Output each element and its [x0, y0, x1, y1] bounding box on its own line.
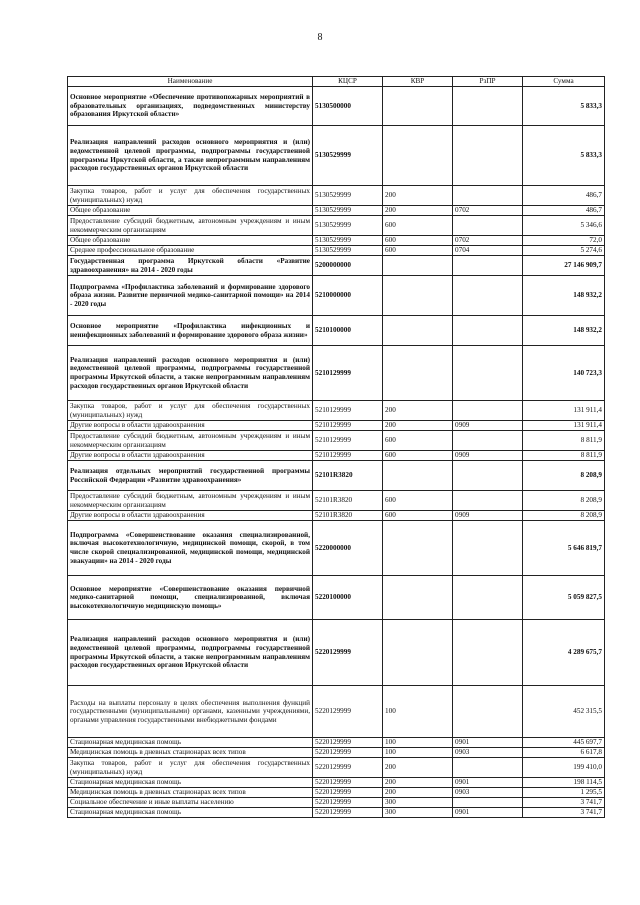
cell-kcsr: 5220129999: [313, 686, 383, 738]
cell-rzpr: [453, 798, 523, 808]
cell-kvr: [383, 521, 453, 576]
cell-name: Социальное обеспечение и иные выплаты населению: [68, 798, 313, 808]
cell-sum: 5 346,6: [523, 216, 605, 236]
cell-sum: 8 811,9: [523, 431, 605, 451]
cell-sum: 8 208,9: [523, 511, 605, 521]
cell-kvr: 600: [383, 491, 453, 511]
table-row: [68, 511, 605, 521]
cell-rzpr: [453, 401, 523, 421]
cell-sum: 486,7: [523, 206, 605, 216]
cell-kcsr: 5130529999: [313, 246, 383, 256]
cell-rzpr: 0909: [453, 511, 523, 521]
cell-kvr: 600: [383, 431, 453, 451]
cell-name: Закупка товаров, работ и услуг для обеспечения государственных (муниципальных) нужд: [68, 186, 313, 206]
cell-kcsr: 5210129999: [313, 451, 383, 461]
cell-rzpr: [453, 686, 523, 738]
cell-rzpr: 0704: [453, 246, 523, 256]
cell-kcsr: 5130529999: [313, 216, 383, 236]
cell-name: Закупка товаров, работ и услуг для обеспечения государственных (муниципальных) нужд: [68, 758, 313, 778]
cell-kvr: [383, 461, 453, 491]
budget-table: [67, 76, 605, 818]
cell-rzpr: 0901: [453, 808, 523, 818]
cell-sum: 3 741,7: [523, 808, 605, 818]
cell-name: Общее образование: [68, 236, 313, 246]
cell-rzpr: [453, 256, 523, 276]
cell-rzpr: [453, 491, 523, 511]
cell-name: Расходы на выплаты персоналу в целях обеспечения выполнения функций государственными (муниципальными) органами, казенными учреждениями, органами управления государственными внебюджетными фондами: [68, 686, 313, 738]
cell-name: Подпрограмма «Совершенствование оказания специализированной, включая высокотехнологичную, медицинской помощи, скорой, в том числе скорой специализированной, медицинской помощи, медицинской эвакуации» на 2014 - 2020 годы: [68, 521, 313, 576]
cell-kvr: 600: [383, 451, 453, 461]
cell-sum: 148 932,2: [523, 276, 605, 316]
cell-sum: 452 315,5: [523, 686, 605, 738]
cell-kvr: [383, 256, 453, 276]
cell-name: Стационарная медицинская помощь: [68, 808, 313, 818]
table-row: [68, 206, 605, 216]
cell-kcsr: 5210129999: [313, 421, 383, 431]
cell-sum: 131 911,4: [523, 421, 605, 431]
cell-sum: 8 208,9: [523, 491, 605, 511]
table-row: [68, 346, 605, 401]
cell-rzpr: [453, 431, 523, 451]
table-row: [68, 431, 605, 451]
cell-kcsr: 5220000000: [313, 521, 383, 576]
cell-sum: 6 617,8: [523, 748, 605, 758]
cell-kcsr: 5210129999: [313, 401, 383, 421]
cell-name: Реализация направлений расходов основного мероприятия и (или) ведомственной целевой программы, подпрограммы государственной программы Иркутской области, а также непрограммным направлениям расходов государственных органов Иркутской области: [68, 346, 313, 401]
cell-kvr: [383, 87, 453, 126]
cell-rzpr: [453, 87, 523, 126]
cell-kcsr: 5220129999: [313, 798, 383, 808]
cell-kcsr: 5220129999: [313, 808, 383, 818]
cell-sum: 5 833,3: [523, 126, 605, 186]
table-row: [68, 316, 605, 346]
table-row: [68, 748, 605, 758]
cell-sum: 445 697,7: [523, 738, 605, 748]
cell-sum: 4 289 675,7: [523, 620, 605, 686]
cell-kvr: 300: [383, 808, 453, 818]
cell-rzpr: [453, 276, 523, 316]
table-row: [68, 421, 605, 431]
table-row: [68, 491, 605, 511]
table-row: [68, 256, 605, 276]
table-row: [68, 521, 605, 576]
cell-sum: 3 741,7: [523, 798, 605, 808]
table-row: [68, 576, 605, 620]
cell-kcsr: 5220129999: [313, 778, 383, 788]
cell-kvr: [383, 576, 453, 620]
table-row: [68, 620, 605, 686]
cell-name: Стационарная медицинская помощь: [68, 778, 313, 788]
cell-name: Основное мероприятие «Совершенствование оказания первичной медико-санитарной помощи, специализированной, включая высокотехнологичную медицинскую помощь»: [68, 576, 313, 620]
cell-rzpr: [453, 186, 523, 206]
table-row: [68, 276, 605, 316]
table-row: [68, 686, 605, 738]
cell-name: Общее образование: [68, 206, 313, 216]
cell-kcsr: 5220129999: [313, 758, 383, 778]
cell-sum: 72,0: [523, 236, 605, 246]
cell-sum: 5 274,6: [523, 246, 605, 256]
cell-name: Другие вопросы в области здравоохранения: [68, 511, 313, 521]
table-row: [68, 461, 605, 491]
cell-kvr: 200: [383, 788, 453, 798]
cell-sum: 140 723,3: [523, 346, 605, 401]
cell-kvr: 200: [383, 758, 453, 778]
cell-rzpr: 0901: [453, 738, 523, 748]
table-row: [68, 186, 605, 206]
cell-name: Реализация направлений расходов основного мероприятия и (или) ведомственной целевой программы, подпрограммы государственной программы Иркутской области, а также непрограммным направлениям расходов государственных органов Иркутской области: [68, 620, 313, 686]
table-header-row: [68, 77, 605, 87]
cell-name: Закупка товаров, работ и услуг для обеспечения государственных (муниципальных) нужд: [68, 401, 313, 421]
page-number: 8: [317, 32, 323, 43]
cell-kvr: [383, 346, 453, 401]
cell-name: Медицинская помощь в дневных стационарах всех типов: [68, 748, 313, 758]
cell-kvr: 300: [383, 798, 453, 808]
cell-name: Предоставление субсидий бюджетным, автономным учреждениям и иным некоммерческим организациям: [68, 491, 313, 511]
cell-rzpr: [453, 521, 523, 576]
cell-kcsr: 5130529999: [313, 236, 383, 246]
cell-sum: 1 295,5: [523, 788, 605, 798]
cell-rzpr: 0903: [453, 788, 523, 798]
cell-kcsr: 5130529999: [313, 186, 383, 206]
cell-kcsr: 52101R3820: [313, 461, 383, 491]
cell-kcsr: 5200000000: [313, 256, 383, 276]
cell-name: Государственная программа Иркутской области «Развитие здравоохранения» на 2014 - 2020 годы: [68, 256, 313, 276]
cell-name: Другие вопросы в области здравоохранения: [68, 451, 313, 461]
cell-rzpr: 0909: [453, 451, 523, 461]
table-row: [68, 758, 605, 778]
cell-name: Реализация направлений расходов основного мероприятия и (или) ведомственной целевой программы, подпрограммы государственной программы Иркутской области, а также непрограммным направлениям расходов государственных органов Иркутской области: [68, 126, 313, 186]
cell-kcsr: 5220100000: [313, 576, 383, 620]
cell-name: Другие вопросы в области здравоохранения: [68, 421, 313, 431]
cell-rzpr: [453, 576, 523, 620]
cell-kcsr: 5220129999: [313, 788, 383, 798]
cell-name: Стационарная медицинская помощь: [68, 738, 313, 748]
cell-sum: 5 059 827,5: [523, 576, 605, 620]
cell-rzpr: [453, 346, 523, 401]
table-body: [68, 87, 605, 818]
cell-name: Основное мероприятие «Профилактика инфекционных и неинфекционных заболеваний и формирование здорового образа жизни»: [68, 316, 313, 346]
cell-sum: 131 911,4: [523, 401, 605, 421]
cell-kvr: 600: [383, 246, 453, 256]
cell-kvr: 600: [383, 511, 453, 521]
cell-sum: 486,7: [523, 186, 605, 206]
cell-kvr: 600: [383, 236, 453, 246]
cell-name: Предоставление субсидий бюджетным, автономным учреждениям и иным некоммерческим организациям: [68, 216, 313, 236]
cell-rzpr: [453, 758, 523, 778]
cell-kcsr: 5210129999: [313, 346, 383, 401]
cell-sum: 5 646 819,7: [523, 521, 605, 576]
cell-name: Подпрограмма «Профилактика заболеваний и формирование здорового образа жизни. Развитие первичной медико-санитарной помощи» на 2014 - 2020 годы: [68, 276, 313, 316]
cell-kcsr: 5220129999: [313, 748, 383, 758]
table-row: [68, 798, 605, 808]
cell-sum: 148 932,2: [523, 316, 605, 346]
cell-kvr: 200: [383, 421, 453, 431]
cell-kvr: 200: [383, 401, 453, 421]
header-name: Наименование: [68, 77, 313, 87]
cell-rzpr: [453, 620, 523, 686]
cell-kvr: [383, 620, 453, 686]
cell-sum: 199 410,0: [523, 758, 605, 778]
cell-kcsr: 52101R3820: [313, 511, 383, 521]
cell-kcsr: 5210000000: [313, 276, 383, 316]
cell-kvr: 600: [383, 216, 453, 236]
cell-rzpr: [453, 216, 523, 236]
cell-rzpr: 0702: [453, 206, 523, 216]
cell-sum: 8 208,9: [523, 461, 605, 491]
table-row: [68, 401, 605, 421]
cell-kcsr: 5210129999: [313, 431, 383, 451]
cell-kcsr: 5220129999: [313, 620, 383, 686]
header-sum: Сумма: [523, 77, 605, 87]
cell-rzpr: 0909: [453, 421, 523, 431]
cell-kvr: 100: [383, 748, 453, 758]
cell-kcsr: 5130500000: [313, 87, 383, 126]
table-row: [68, 778, 605, 788]
header-kcsr: КЦСР: [313, 77, 383, 87]
table-row: [68, 87, 605, 126]
table-row: [68, 788, 605, 798]
table-row: [68, 216, 605, 236]
table-row: [68, 808, 605, 818]
cell-kvr: 200: [383, 186, 453, 206]
cell-kcsr: 5130529999: [313, 206, 383, 216]
cell-kvr: [383, 276, 453, 316]
cell-kvr: 100: [383, 686, 453, 738]
cell-kvr: 200: [383, 206, 453, 216]
cell-kvr: 100: [383, 738, 453, 748]
cell-name: Среднее профессиональное образование: [68, 246, 313, 256]
cell-rzpr: 0702: [453, 236, 523, 246]
cell-kcsr: 5220129999: [313, 738, 383, 748]
cell-kcsr: 5210100000: [313, 316, 383, 346]
table-row: [68, 126, 605, 186]
cell-kvr: 200: [383, 778, 453, 788]
cell-name: Основное мероприятие «Обеспечение противопожарных мероприятий в образовательных организациях, подведомственных министерству образования Иркутской области»: [68, 87, 313, 126]
header-kvr: КВР: [383, 77, 453, 87]
cell-name: Медицинская помощь в дневных стационарах всех типов: [68, 788, 313, 798]
cell-kvr: [383, 126, 453, 186]
cell-rzpr: [453, 461, 523, 491]
cell-rzpr: 0901: [453, 778, 523, 788]
cell-sum: 8 811,9: [523, 451, 605, 461]
table-row: [68, 246, 605, 256]
cell-kvr: [383, 316, 453, 346]
header-rzpr: РзПР: [453, 77, 523, 87]
table-row: [68, 451, 605, 461]
cell-kcsr: 5130529999: [313, 126, 383, 186]
cell-kcsr: 52101R3820: [313, 491, 383, 511]
cell-rzpr: [453, 126, 523, 186]
cell-sum: 198 114,5: [523, 778, 605, 788]
cell-sum: 27 146 909,7: [523, 256, 605, 276]
cell-rzpr: [453, 316, 523, 346]
cell-rzpr: 0903: [453, 748, 523, 758]
table-row: [68, 236, 605, 246]
cell-sum: 5 833,3: [523, 87, 605, 126]
cell-name: Предоставление субсидий бюджетным, автономным учреждениям и иным некоммерческим организациям: [68, 431, 313, 451]
cell-name: Реализация отдельных мероприятий государственной программы Российской Федерации «Развитие здравоохранения»: [68, 461, 313, 491]
table-row: [68, 738, 605, 748]
